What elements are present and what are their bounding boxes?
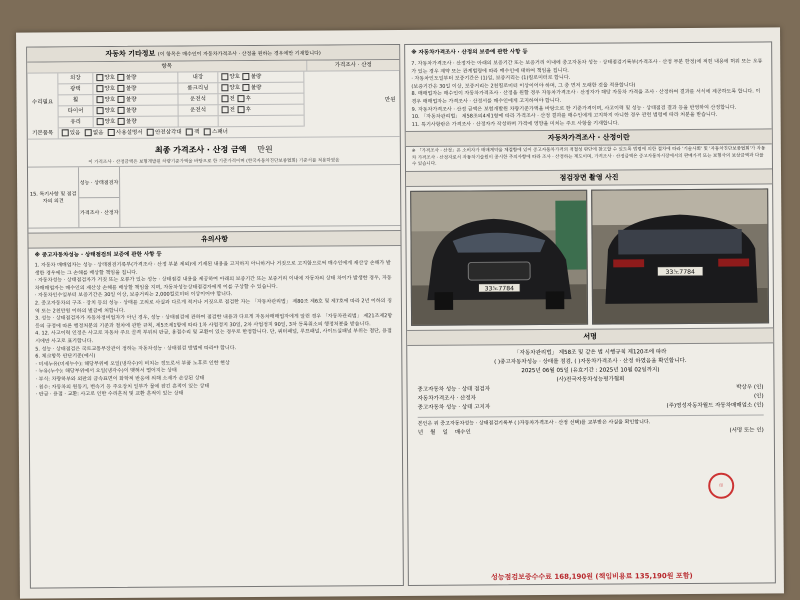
option-label: 양호 [229,74,241,81]
option-label: 불량 [250,73,262,81]
option-label: 불량 [125,85,137,92]
checkbox[interactable] [118,118,125,125]
repair-item-options [94,117,179,128]
front-plate: 33노7784 [484,285,515,293]
note-item: 9. 자동차가격조사 · 산정 금액은 보험개발원 차량기준가액을 바탕으로 한 기준가격이며, 사고이력 및 성능 · 상태점검 결과 등을 반영하여 산정합니다. [411,104,737,113]
repair-item-name-2 [179,116,219,126]
checkbox[interactable] [85,129,92,136]
warranty-fee: 성능점검보증수수료 168,190원 (책임비용료 135,190원 포함) [490,571,693,582]
inspection-document [16,27,784,598]
checkbox[interactable] [221,84,228,91]
checkbox[interactable] [62,129,69,136]
col-price: 가격조사 · 산정 [306,60,399,71]
basic-option-label: 안전삼각대 [155,129,182,136]
association-stamp: 印 [708,473,734,499]
note-item: (보증기간은 30일 이상, 보증거리는 2천킬로미터 이상이어야 하며, 그 중 먼저 도래한 것을 적용합니다) [411,82,636,90]
repair-item-options [93,73,178,84]
option-label: 양호 [104,107,116,115]
other-info-title: 자동차 기타정보 [105,49,156,59]
notify-name: (주)영성자동차월드 자동차매매업소 [666,402,753,409]
note-item: 1. 자동차 매매업자는 성능 · 상태점검기록부(가격조사 · 산정 부분 제외)에 기재된 내용을 고지하지 아니하거나 거짓으로 고지함으로써 매수인에게 재산상 손해가 발생한 경우에는 그 손해를 배상할 책임을 집니다. [34,260,391,277]
note-item: · 판금 · 용접 · 교환: 사고로 인한 수리흔적 및 교환 흔적이 있는 상태 [35,390,184,398]
checkbox[interactable] [222,106,229,113]
note-item: · 미세누유(미세누수): 해당부위에 오일(냉각수)이 비치는 정도로서 부품 노후로 인한 현상 [35,359,230,368]
repair-item-options-2 [219,116,304,127]
note-item: 3. 성능 · 상태점검자가 자동차정비업자가 아닌 경우, 성능 · 상태점검에 관하여 점검한 내용과 다르게 자동차매매업자에게 알린 경우 「자동차관리법」 제21조제2항 등의 규정에 따른 행정처분의 기준과 절차에 관한 규칙, 제5조제1항에 따라 1차 사업정지 30일, 2차 사업정지 90일, 3차 등록취소의 행정처분을 받습니다. [35,313,393,330]
option-label: 불량 [125,107,137,114]
sign-date: 2025년 06월 05일 (유효기간 : 2025년 10월 02일까지) [521,367,660,374]
final-note-1: 이 가격조사 · 산정금액은 보험개발원 차량기준가액을 바탕으로 한 기준가격이며 [88,159,245,166]
note-item: · 누유(누수): 해당부위에서 오일(냉각수)이 맺혀서 떨어지는 상태 [35,367,177,375]
right-notes [405,56,771,131]
special-notes [28,164,400,229]
note-item: · 자동차인수일부터 보증기간은 30일 이상, 보증거리는 2,000킬로미터 이상이어야 합니다. [34,291,233,299]
repair-item-name-2: 룸크리닝 [178,83,218,93]
checkbox[interactable] [243,73,250,80]
basic-option-label: 없음 [92,130,104,137]
basic-items-options [59,127,232,138]
option-label: 불량 [126,118,137,125]
buyer-sign-note: (서명 또는 인) [729,427,764,434]
checkbox[interactable] [108,129,115,136]
note-item: 5. 성능 · 상태점검은 국토교통부장관이 정하는 자동차성능 · 상태점검 방법에 따라야 합니다. [35,344,237,353]
checkbox[interactable] [118,107,125,114]
checkbox[interactable] [97,107,104,114]
note-item: · 부식: 차량하부와 외판의 금속표면이 화학적 반응에 의해 소재가 손상된 상태 [35,375,205,383]
photo-title: 점검장면 촬영 사진 [406,168,772,187]
receipt-text: 본인은 위 중고자동차성능 · 상태점검기록부 ( )자동차가격조사 · 산정 선택)를 교부받은 사실을 확인합니다. [418,414,764,428]
option-label: 전 [229,107,235,114]
repair-group-label: 수리필요 [27,73,58,128]
left-notes [29,258,402,401]
checkbox[interactable] [204,128,211,135]
repair-item-options-2 [218,83,303,94]
method-text: ※ 「가격조사 · 산정」은 소비자가 매매계약을 체결함에 있어 중고자동차가격의 적절성 판단에 참고할 수 있도록 법령에 의한 절차에 따라 '기술사회' 및 '자동차진단보증협회'가 자동차 가격조사 · 산정자로서 자동차기술원이 공시한 주의사항에 따라 조사 · 산정하는 제도이며, 가격조사 · 산정금액은 중고자동차시장에서의 판매가격 또는 보험사의 보상금액과 다를 수 있습니다. [411,146,766,168]
checkbox[interactable] [147,129,154,136]
note-item: 7. 자동차가격조사 · 산정자는 아래의 보증기간 또는 보증거리 이내에 중고자동차 성능 · 상태점검기록부(가격조사 · 산정 부분 한정)에 적힌 내용에 허위 또는 오류가 있는 경우 계약 또는 관계법령에 따라 매수인에 대하여 책임을 집니다. [411,58,763,75]
note-item: · 자동차인도일부터 보증기간은 (1)일, 보증거리는 (1)킬로미터로 합니다. [411,74,571,83]
right-page [404,41,776,586]
option-label: 양호 [104,85,116,93]
association-name: (사)전국자동차성능평가협회 [556,376,625,383]
option-label: 불량 [125,96,137,103]
repair-row [59,116,304,129]
rear-photo [591,188,769,324]
checkbox[interactable] [118,74,125,81]
option-label: 불량 [125,74,137,81]
rear-plate: 33노7784 [665,268,695,276]
option-label: 양호 [104,118,116,126]
caution-title: 유의사항 [28,230,400,249]
final-price-value: 만원 [257,144,273,154]
option-label: 양호 [229,85,241,92]
checkbox[interactable] [96,85,103,92]
notify-seal: (인) [754,402,764,409]
basic-option-label: 사용설명서 [115,129,143,136]
option-label: 양호 [104,74,116,82]
note-item: 2. 중고자동차의 구조 · 장치 등의 성능 · 상태를 고의로 사실과 다르게 적거나 거짓으로 점검한 자는 「자동차관리법」 제80조 제6호 및 제7호에 따라 2년 이하의 징역 또는 2천만원 이하의 벌금에 처합니다. [34,298,392,315]
repair-item-name: 광택 [58,84,93,94]
left-page [26,44,404,589]
special-price-label: 가격조사 · 산정자 [79,209,119,217]
checkbox[interactable] [238,95,245,102]
repair-item-options-2 [218,72,303,83]
option-label: 양호 [104,96,116,104]
price-label: 자동차가격조사 · 산정자 [417,395,477,402]
price-seal: (인) [753,393,764,400]
basic-option-label: 있음 [69,130,81,137]
repair-item-name: 휠 [58,95,93,105]
basic-option-label: 잭 [194,129,200,136]
note-item: · 자동차성능 · 상태점검자가 거짓 또는 오류가 있는 성능 · 상태점검 내용을 제공하여 아래의 보증기간 또는 보증거리 이내에 자동차의 상태 차이가 발생한 경우, 자동차매매업자는 매수인의 재산상 손해를 배상할 책임을 지며, 자동차성능상태점검자에게 이를 구상할 수 있습니다. [34,275,392,292]
sign-text-1: 「자동차관리법」 제58조 및 같은 법 시행규칙 제120조에 따라 [514,348,667,357]
checkbox[interactable] [96,96,103,103]
repair-item-name-2: 운전석 [178,94,218,104]
sign-title: 서명 [407,327,773,346]
checkbox[interactable] [118,85,125,92]
note-item: 11. 특기사항란은 가격조사 · 산정자가 작성하며 가격에 영향을 미치는 주요 사항을 기재합니다. [411,120,620,128]
note-item: 6. 체크항목 판단기준(예시) [35,353,96,360]
repair-item-name: 타이어 [59,106,94,116]
repair-item-options [93,95,178,106]
final-note-2: (한국자동차진단보증협회) 기준서를 적용하였음 [246,158,340,165]
rear-car-illustration [592,189,768,323]
receipt-day: 일 [442,429,448,436]
note-item: 4. 12. 사고이력 인정은 사고로 자동차 주요 골격 부위의 판금, 용접수리 및 교환이 있는 경우로 한정합니다. 단, 쿼터패널, 루프패널, 사이드실패널 부위는 절단, 용접시에만 사고로 표기합니다. [35,328,392,345]
repair-item-options [94,106,179,117]
repair-item-name-2: 내장 [178,72,218,82]
repair-item-name: 외장 [58,73,93,83]
repair-item-name-2: 운전석 [179,105,219,115]
option-label: 후 [245,107,252,114]
method-title: 자동차가격조사 · 산정이란 [406,129,772,148]
repair-item-name: 유리 [59,117,94,127]
final-price [28,137,400,159]
photo-area [406,184,773,330]
note-item: 10. 「자동차관리법」 제58조의4제1항에 따라 가격조사 · 산정 결과를 매수인에게 고지하지 아니한 경우 관련 법령에 따라 처분을 받습니다. [411,111,718,121]
repair-table [27,60,400,140]
note-item: · 침수: 자동차의 원동기, 변속기 등 주요장치 일부가 물에 잠긴 흔적이 있는 상태 [35,382,210,391]
sign-text-2: ( )중고자동차성능 · 상태를 점검, ( )자동차가격조사 · 산정 하였음을 확인합니다. [494,357,687,366]
left-notice-title: ※ 중고자동차성능 · 상태점검의 보증에 관한 사항 등 [34,251,162,259]
price-unit: 만원 [303,71,399,127]
option-label: 불량 [250,84,262,92]
receipt-year: 년 [417,429,424,436]
final-price-label: 최종 가격조사 · 산정 금액 [154,145,247,155]
basic-option-label: 스패너 [211,129,228,136]
checkbox[interactable] [243,84,250,91]
other-info-subtitle: (이 항목은 매수인이 자동차가격조사 · 산정을 원하는 경우에만 기재합니다) [157,50,321,58]
repair-item-options-2 [218,94,303,105]
sign-block [407,343,774,442]
right-notice-title: ※ 자동차가격조사 · 산정의 보증에 관한 사항 등 [411,49,528,56]
checkbox[interactable] [221,73,228,80]
repair-item-options [93,84,178,95]
checkbox[interactable] [118,96,125,103]
front-car-illustration [411,191,587,325]
checker-name: 박상우 [736,384,753,391]
notify-label: 중고자동차 성능 · 상태 고지자 [417,404,491,411]
checker-label: 중고자동차 성능 · 상태 점검자 [417,386,491,393]
checkbox[interactable] [96,74,103,81]
repair-rows [58,72,303,129]
checkbox[interactable] [186,128,193,135]
option-label: 후 [245,96,251,103]
checkbox[interactable] [238,106,245,113]
note-item: 8. 매매업자는 매수인이 자동차가격조사 · 산정을 원할 경우 자동차가격조사 · 산정자가 해당 자동차 가격을 조사 · 산정하여 결과를 서식에 제공하도록 합니다. 이 경우 매매업자는 가격조사 · 산정서를 매수인에게 고지하여야 합니다. [411,88,761,105]
buyer-label: 매수인 [454,429,471,436]
special-checker-label: 성능 · 상태점검자 [79,167,119,198]
basic-items-label: 기본품목 [28,128,59,138]
col-item: 항목 [161,63,173,70]
repair-item-options-2 [219,105,304,116]
option-label: 전 [229,96,235,103]
checkbox[interactable] [221,95,228,102]
special-notes-label: 15. 특기사항 및 점검자의 의견 [28,167,79,227]
checkbox[interactable] [97,118,104,125]
checker-seal: (인) [753,384,764,391]
receipt-month: 월 [430,429,436,436]
front-photo [410,190,588,326]
